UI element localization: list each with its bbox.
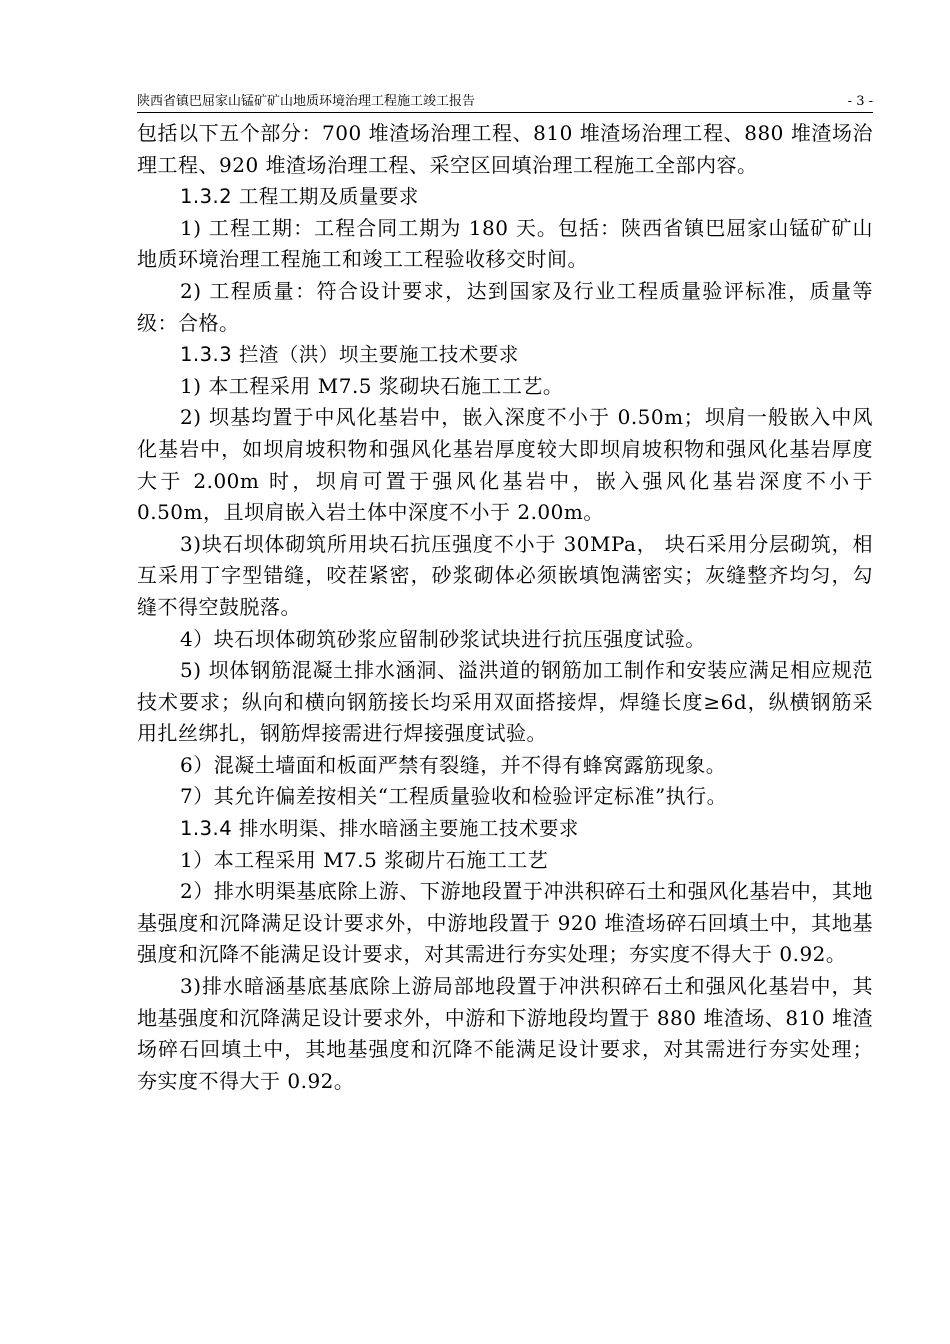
- paragraph: 2) 坝基均置于中风化基岩中，嵌入深度不小于 0.50m；坝肩一般嵌入中风化基岩中，如坝肩坡积物和强风化基岩厚度较大即坝肩坡积物和强风化基岩厚度大于 2.00m 时，坝肩可置于强风化基岩中，嵌入强风化基岩深度不小于 0.50m，且坝肩嵌入岩土体中深度不小于 2.00m。: [137, 405, 873, 525]
- paragraph: 3)块石坝体砌筑所用块石抗压强度不小于 30MPa， 块石采用分层砌筑，相互采用丁字型错缝，咬茬紧密，砂浆砌体必须嵌填饱满密实；灰缝整齐均匀，勾缝不得空鼓脱落。: [137, 531, 873, 619]
- section-heading-1-3-2: 1.3.2 工程工期及质量要求: [180, 185, 419, 209]
- header-title: 陕西省镇巴屈家山锰矿矿山地质环境治理工程施工竣工报告: [137, 94, 476, 109]
- section-heading-1-3-4: 1.3.4 排水明渠、排水暗涵主要施工技术要求: [180, 817, 579, 841]
- paragraph: 2）排水明渠基底除上游、下游地段置于冲洪积碎石土和强风化基岩中，其地基强度和沉降满足设计要求外，中游地段置于 920 堆渣场碎石回填土中，其地基强度和沉降不能满足设计要求，对其需进行夯实处理；夯实度不得大于 0.92。: [137, 879, 873, 967]
- paragraph: 1）本工程采用 M7.5 浆砌片石施工工艺: [180, 847, 549, 872]
- paragraph-continuation: 包括以下五个部分：700 堆渣场治理工程、810 堆渣场治理工程、880 堆渣场治理工程、920 堆渣场治理工程、采空区回填治理工程施工全部内容。: [137, 121, 873, 177]
- section-heading-1-3-3: 1.3.3 拦渣（洪）坝主要施工技术要求: [180, 343, 519, 367]
- paragraph: 4）块石坝体砌筑砂浆应留制砂浆试块进行抗压强度试验。: [180, 626, 706, 651]
- paragraph: 5) 坝体钢筋混凝土排水涵洞、溢洪道的钢筋加工制作和安装应满足相应规范技术要求；纵向和横向钢筋接长均采用双面搭接焊，焊缝长度≥6d，纵横钢筋采用扎丝绑扎，钢筋焊接需进行焊接强度试验。: [137, 658, 873, 746]
- running-header: [137, 94, 873, 113]
- paragraph: 7）其允许偏差按相关“工程质量验收和检验评定标准”执行。: [180, 784, 728, 809]
- body-text: [137, 118, 873, 1097]
- page-number: - 3 -: [847, 94, 873, 109]
- paragraph: 2) 工程质量：符合设计要求，达到国家及行业工程质量验评标准，质量等级：合格。: [137, 278, 873, 335]
- paragraph: 1) 工程工期：工程合同工期为 180 天。包括：陕西省镇巴屈家山锰矿矿山地质环境治理工程施工和竣工工程验收移交时间。: [137, 215, 873, 272]
- paragraph: 1) 本工程采用 M7.5 浆砌块石施工工艺。: [180, 373, 564, 398]
- paragraph: 6）混凝土墙面和板面严禁有裂缝，并不得有蜂窝露筋现象。: [180, 752, 727, 777]
- paragraph: 3)排水暗涵基底基底除上游局部地段置于冲洪积碎石土和强风化基岩中，其地基强度和沉降满足设计要求外，中游和下游地段均置于 880 堆渣场、810 堆渣场碎石回填土中，其地基强度和沉降不能满足设计要求，对其需进行夯实处理；夯实度不得大于 0.92。: [137, 974, 873, 1093]
